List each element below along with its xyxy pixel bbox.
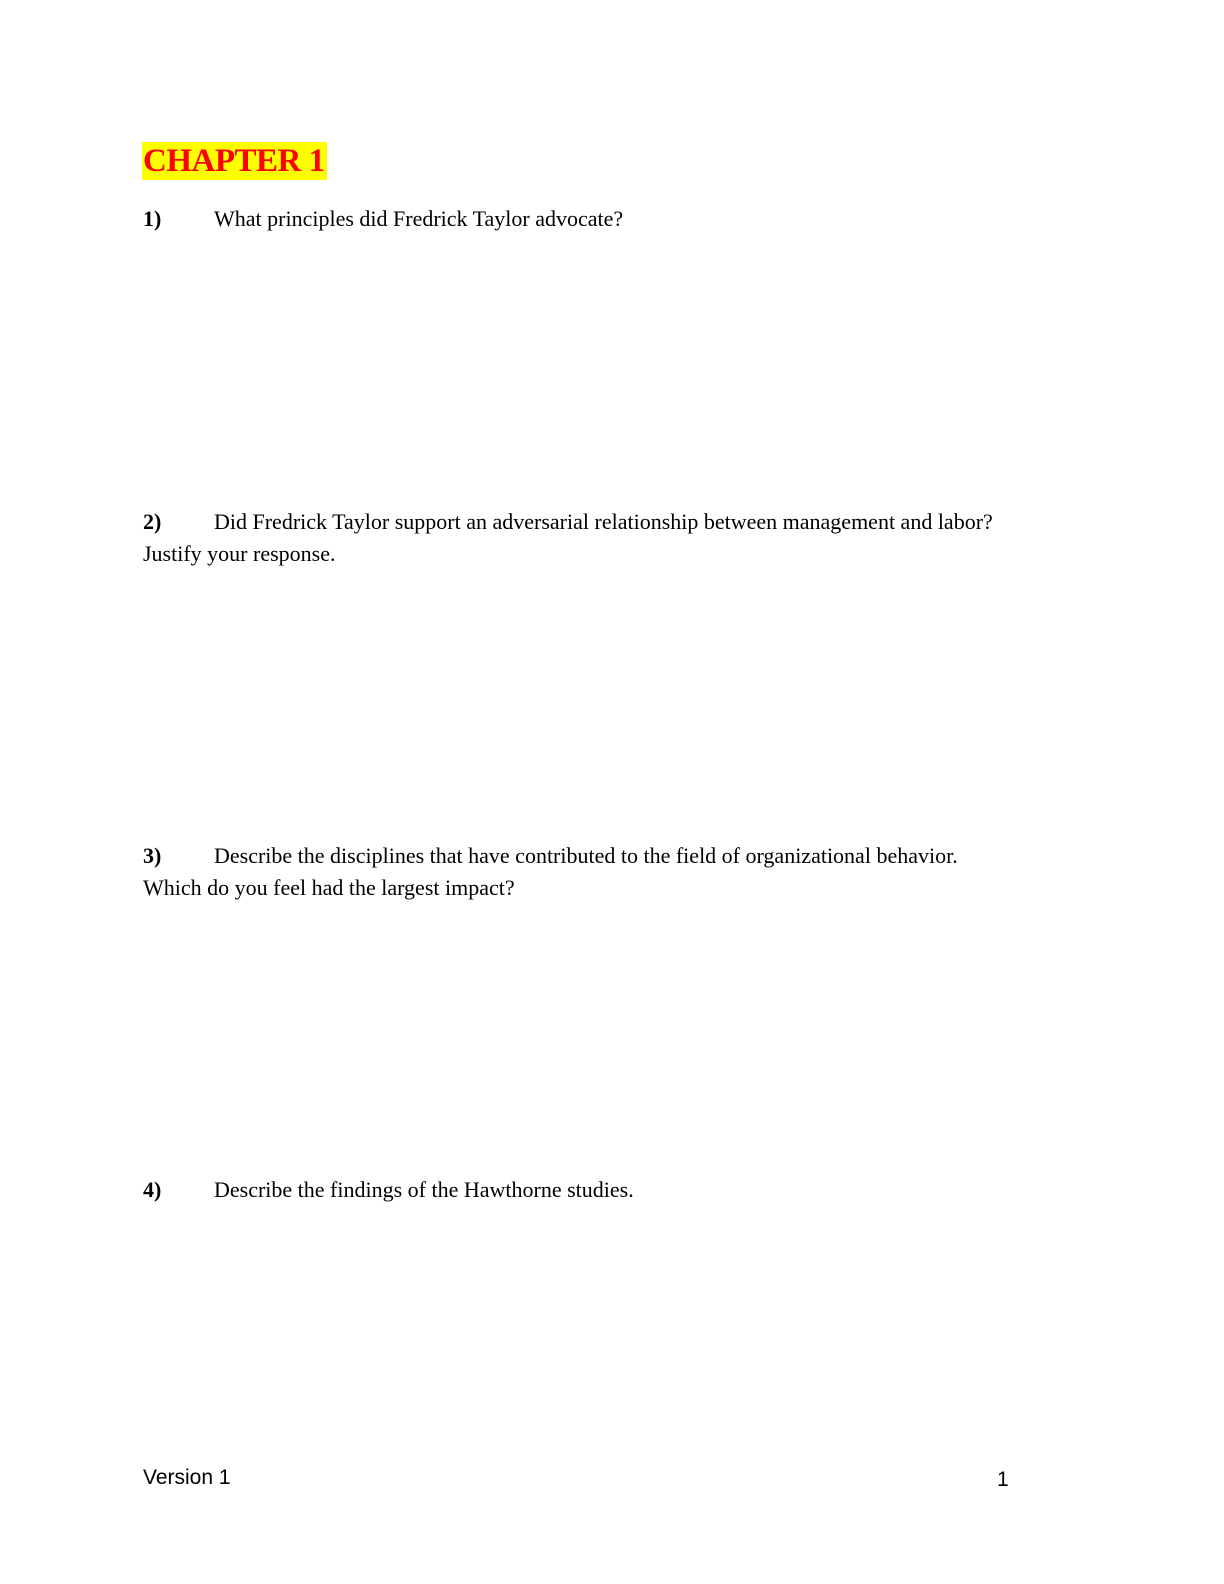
question-3-first-line bbox=[143, 840, 1083, 872]
footer-page-number: 1 bbox=[997, 1468, 1009, 1491]
question-2-continuation: Justify your response. bbox=[143, 540, 336, 566]
footer-version: Version 1 bbox=[143, 1466, 231, 1489]
question-2-text: Did Fredrick Taylor support an adversarial relationship between management and labor? bbox=[214, 509, 993, 534]
question-3-number: 3) bbox=[143, 843, 162, 868]
question-4-first-line bbox=[143, 1174, 1083, 1206]
chapter-title: CHAPTER 1 bbox=[143, 143, 325, 179]
question-3-continuation: Which do you feel had the largest impact? bbox=[143, 874, 515, 900]
question-4 bbox=[143, 1174, 1083, 1206]
question-1-text: What principles did Fredrick Taylor advocate? bbox=[214, 206, 624, 231]
question-4-number: 4) bbox=[143, 1177, 162, 1202]
question-2 bbox=[143, 506, 1083, 569]
question-2-first-line bbox=[143, 506, 1083, 538]
question-1-first-line bbox=[143, 203, 1083, 235]
question-1 bbox=[143, 203, 1083, 235]
question-1-number: 1) bbox=[143, 206, 162, 231]
question-4-text: Describe the findings of the Hawthorne studies. bbox=[214, 1177, 634, 1202]
question-3 bbox=[143, 840, 1083, 903]
question-3-text: Describe the disciplines that have contributed to the field of organizational behavior. bbox=[214, 843, 958, 868]
question-2-number: 2) bbox=[143, 509, 162, 534]
